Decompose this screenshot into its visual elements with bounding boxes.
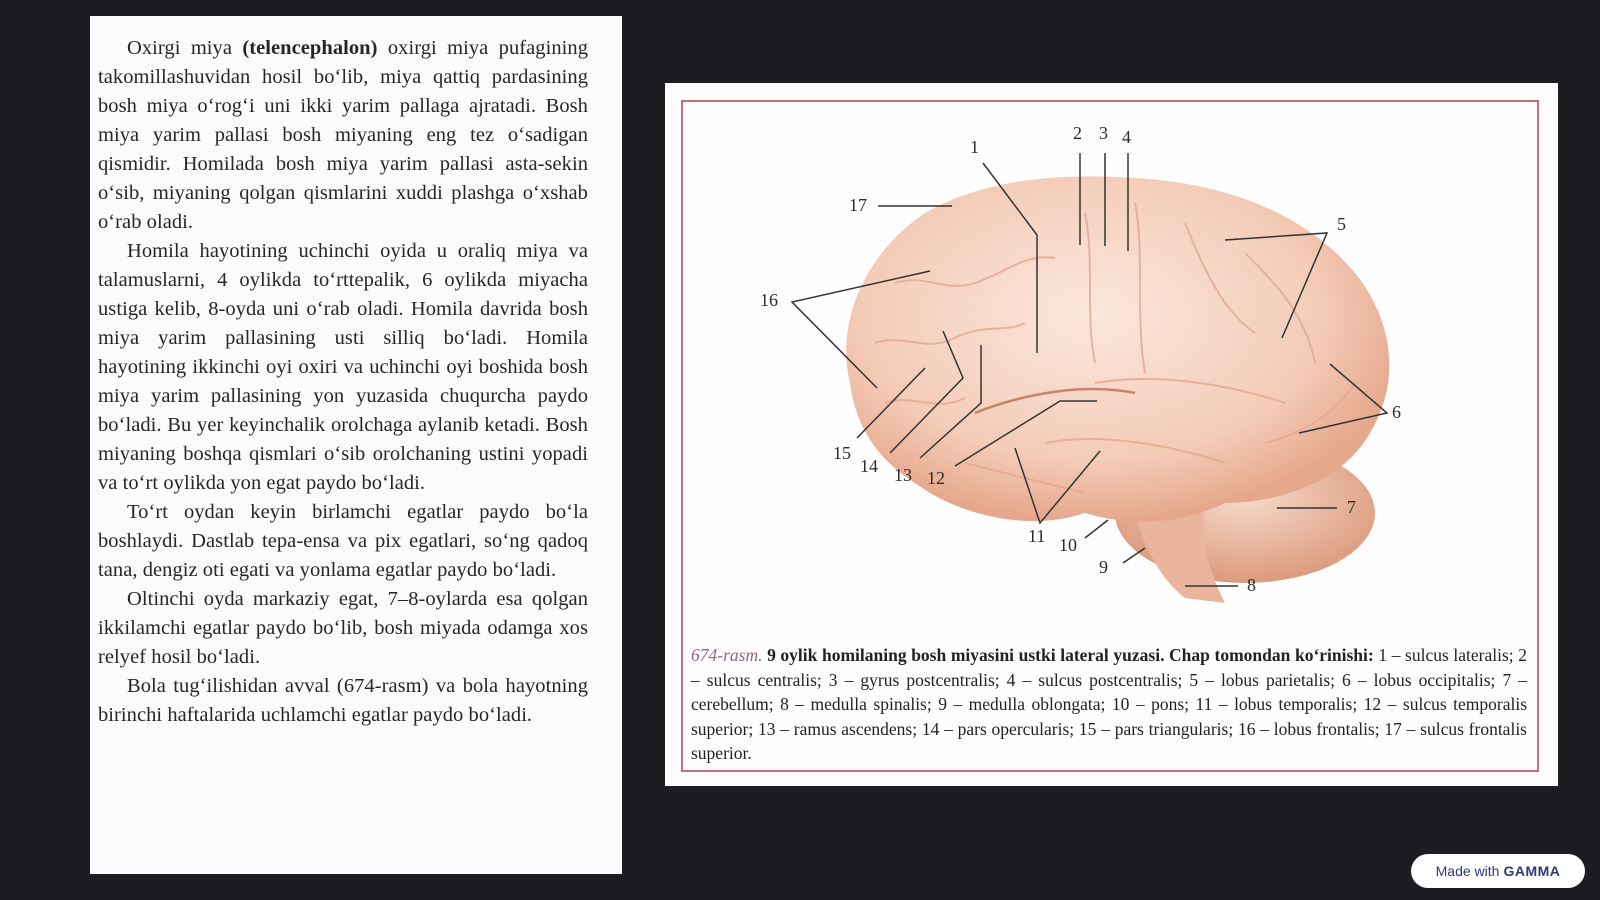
- paragraph-4: Oltinchi oyda markaziy egat, 7–8-oylarda esa qolgan ikkilamchi egatlar paydo bo‘lib, bosh miyada odamga xos relyef hosil bo‘ladi.: [98, 588, 588, 668]
- figure-caption: [691, 643, 1527, 766]
- label-5: 5: [1337, 214, 1346, 234]
- paragraph-5: Bola tug‘ilishidan avval (674-rasm) va bola hayotning birinchi haftalarida uchlamchi egatlar paydo bo‘ladi.: [98, 675, 588, 726]
- label-17: 17: [849, 195, 867, 215]
- badge-prefix: Made with: [1435, 863, 1500, 879]
- label-3: 3: [1099, 123, 1108, 143]
- paragraph-2: Homila hayotining uchinchi oyida u oraliq miya va talamuslarni, 4 oylikda to‘rttepalik, 6 oylikda miyacha ustiga kelib, 8-oyda uni o‘rab oladi. Homila davrida bosh miya yarim pallasining usti silliq bo‘ladi. Homila hayotining ikkinchi oyi oxiri va uchinchi oyi boshida bosh miya yarim pallasining yon yuzasida chuqurcha paydo bo‘ladi. Bu yer keyinchalik orolchaga aylanib ketadi. Bosh miyaning boshqa qismlari o‘sib orolchaning ustini yopadi va to‘rt oylikda yon egat paydo bo‘ladi.: [98, 240, 588, 494]
- label-10: 10: [1059, 535, 1077, 555]
- label-9: 9: [1099, 557, 1108, 577]
- figure-number: 674-rasm.: [691, 645, 763, 665]
- label-16: 16: [760, 290, 778, 310]
- label-14: 14: [860, 456, 878, 476]
- label-2: 2: [1073, 123, 1082, 143]
- label-8: 8: [1247, 575, 1256, 595]
- paragraph-1: Oxirgi miya (telencephalon) oxirgi miya pufagining takomillashuvidan hosil bo‘lib, miya qattiq pardasining bosh miya o‘rog‘i uni ikki yarim pallaga ajratadi. Bosh miya yarim pallasi bosh miyaning eng tez o‘sadigan qismidir. Homilada bosh miya yarim pallasi asta-sekin o‘sib, miyaning qolgan qismlarini xuddi plashga o‘xshab o‘rab oladi.: [98, 37, 588, 233]
- label-6: 6: [1392, 402, 1401, 422]
- gamma-logo: GAMMA: [1503, 863, 1561, 879]
- paragraph-3: To‘rt oydan keyin birlamchi egatlar paydo bo‘la boshlaydi. Dastlab tepa-ensa va pix egatlari, so‘ng qadoq tana, dengiz oti egati va yonlama egatlar paydo bo‘ladi.: [98, 501, 588, 581]
- text-page: [90, 16, 622, 874]
- label-12: 12: [927, 468, 945, 488]
- label-13: 13: [894, 465, 912, 485]
- label-1: 1: [970, 137, 979, 157]
- label-7: 7: [1347, 497, 1356, 517]
- figure-title: 9 oylik homilaning bosh miyasini ustki lateral yuzasi. Chap tomondan ko‘rinishi:: [767, 645, 1374, 665]
- brain-figure: [665, 83, 1558, 786]
- label-4: 4: [1122, 127, 1131, 147]
- term-telencephalon: (telencephalon): [242, 37, 378, 59]
- label-15: 15: [833, 443, 851, 463]
- label-11: 11: [1028, 526, 1046, 546]
- made-with-gamma-badge[interactable]: [1411, 854, 1585, 888]
- figure-legend: 1 – sulcus lateralis; 2 – sulcus centralis; 3 – gyrus postcentralis; 4 – sulcus postcentralis; 5 – lobus parietalis; 6 – lobus occipitalis; 7 – cerebellum; 8 – medulla spinalis; 9 – medulla oblongata; 10 – pons; 11 – lobus temporalis; 12 – sulcus temporalis superior; 13 – ramus ascendens; 14 – pars opercularis; 15 – pars triangularis; 16 – lobus frontalis; 17 – sulcus frontalis superior.: [691, 645, 1528, 763]
